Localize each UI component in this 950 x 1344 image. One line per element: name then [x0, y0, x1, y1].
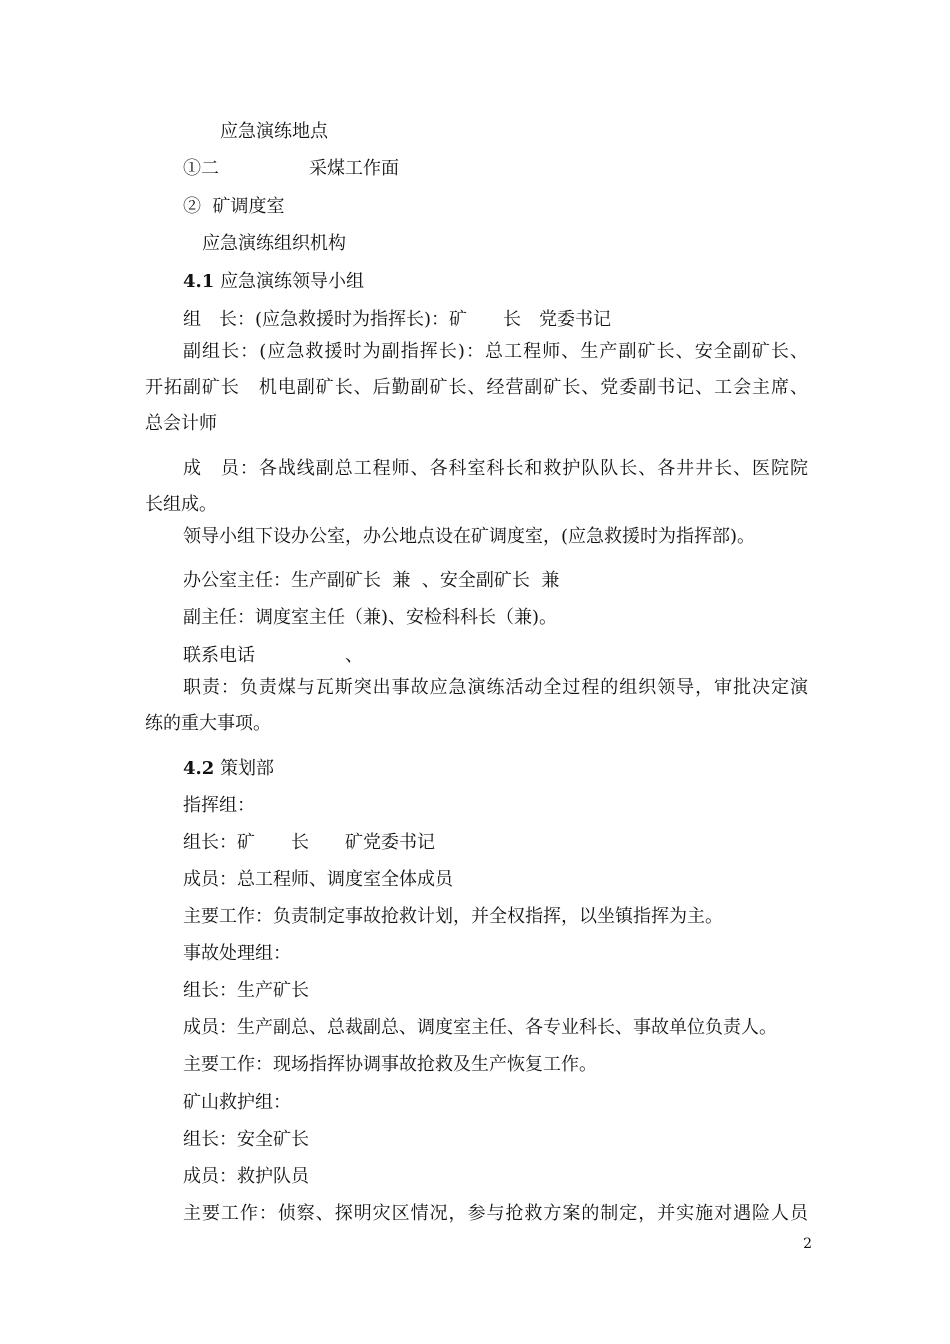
heading-4-2-number: 4.2 [183, 758, 215, 779]
location-item-2: ② 矿调度室 [183, 196, 285, 217]
rescue-work-line: 主要工作：侦察、探明灾区情况，参与抢救方案的制定，并实施对遇险人员 [183, 1203, 808, 1224]
section-drill-location: 应急演练地点 [220, 121, 328, 142]
members-line-2: 长组成。 [145, 494, 217, 515]
rescue-leader-line: 组长：安全矿长 [183, 1129, 309, 1150]
deputy-line-1: 副组长：(应急救援时为副指挥长)：总工程师、生产副矿长、安全副矿长、 [183, 341, 808, 362]
office-line: 领导小组下设办公室，办公地点设在矿调度室，(应急救援时为指挥部)。 [183, 526, 756, 547]
heading-4-1 [183, 271, 364, 293]
heading-4-1-number: 4.1 [183, 271, 215, 292]
accident-leader-line: 组长：生产矿长 [183, 980, 309, 1001]
location-item-1: ①二 采煤工作面 [183, 158, 399, 179]
office-director-line: 办公室主任：生产副矿长 兼 、安全副矿长 兼 [183, 570, 560, 591]
heading-4-2-text: 策划部 [220, 758, 275, 779]
deputy-line-2: 开拓副矿长 机电副矿长、后勤副矿长、经营副矿长、党委副书记、工会主席、 [145, 377, 808, 398]
heading-4-2 [183, 758, 274, 780]
command-work-line: 主要工作：负责制定事故抢救计划，并全权指挥，以坐镇指挥为主。 [183, 906, 723, 927]
command-group-label: 指挥组： [183, 795, 255, 816]
leader-line: 组 长：(应急救援时为指挥长)：矿 长 党委书记 [183, 309, 612, 330]
page-number: 2 [803, 1236, 812, 1252]
members-line-1: 成 员：各战线副总工程师、各科室科长和救护队队长、各井井长、医院院 [183, 458, 808, 479]
phone-line: 联系电话 、 [183, 645, 363, 666]
rescue-members-line: 成员：救护队员 [183, 1166, 309, 1187]
command-members-line: 成员：总工程师、调度室全体成员 [183, 869, 453, 890]
accident-group-label: 事故处理组： [183, 943, 291, 964]
heading-4-1-text: 应急演练领导小组 [220, 271, 365, 292]
section-org: 应急演练组织机构 [202, 233, 346, 254]
accident-work-line: 主要工作：现场指挥协调事故抢救及生产恢复工作。 [183, 1054, 597, 1075]
command-leader-line: 组长：矿 长 矿党委书记 [183, 832, 435, 853]
deputy-director-line: 副主任：调度室主任（兼)、安检科科长（兼)。 [183, 607, 558, 628]
deputy-line-3: 总会计师 [145, 413, 217, 434]
duty-line-1: 职责：负责煤与瓦斯突出事故应急演练活动全过程的组织领导，审批决定演 [183, 677, 808, 698]
rescue-group-label: 矿山救护组： [183, 1092, 291, 1113]
duty-line-2: 练的重大事项。 [145, 713, 271, 734]
accident-members-line: 成员：生产副总、总裁副总、调度室主任、各专业科长、事故单位负责人。 [183, 1017, 777, 1038]
